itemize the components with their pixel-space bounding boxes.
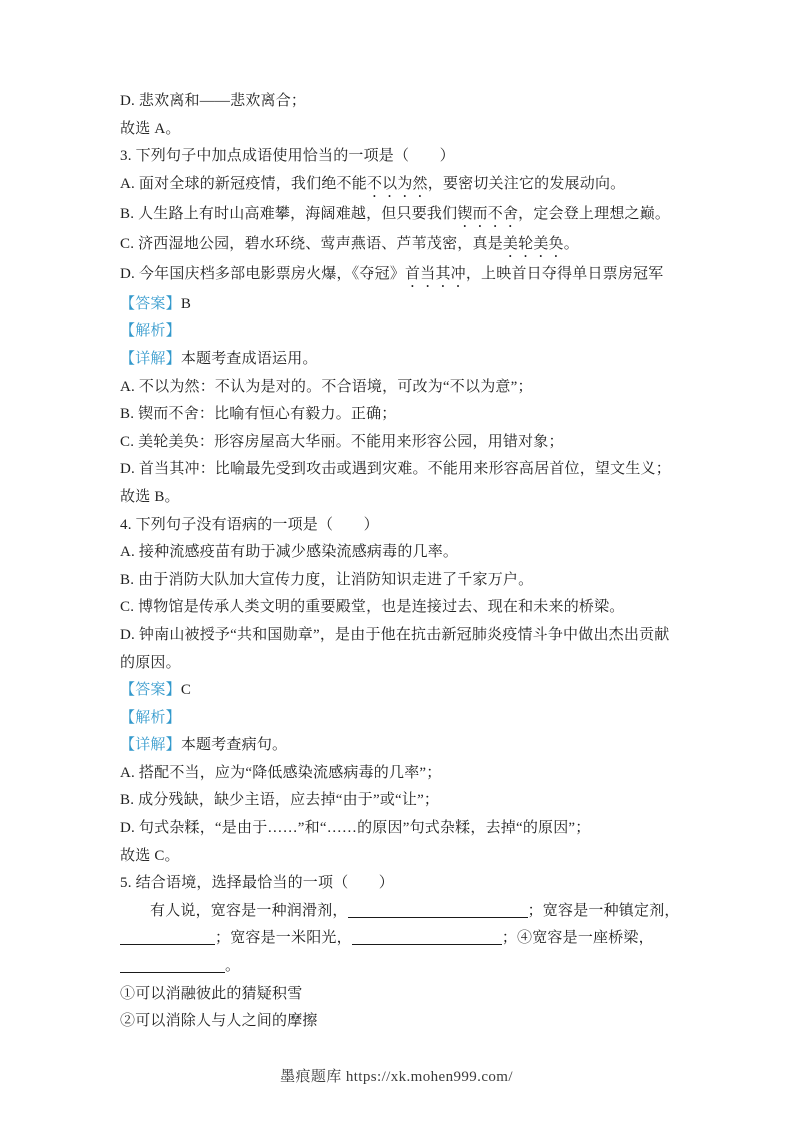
emphasized-idiom: 美轮美奂 — [502, 235, 564, 252]
text-run: A. 面对全球的新冠疫情，我们绝不能 — [120, 175, 367, 192]
document-line — [120, 870, 680, 898]
text-run: ，定会登上理想之巅。 — [518, 205, 671, 222]
document-line — [120, 484, 680, 512]
document-line — [120, 429, 680, 457]
text-run: B — [180, 295, 192, 312]
answer-label: 【答案】 — [120, 682, 181, 699]
text-run: 本题考查成语运用。 — [180, 350, 318, 367]
document-line — [120, 981, 680, 1009]
text-run: B. 锲而不舍：比喻有恒心有毅力。正确； — [120, 406, 397, 423]
document-line — [120, 291, 680, 319]
text-run: D. 今年国庆档多部电影票房火爆，《夺冠》 — [120, 265, 406, 282]
document-line — [120, 512, 680, 540]
text-run: 故选 A。 — [120, 120, 181, 137]
document-line — [120, 318, 680, 346]
document-line — [120, 622, 680, 677]
text-run: B. 成分残缺，缺少主语，应去掉“由于”或“让”； — [120, 792, 440, 809]
document-line — [120, 815, 680, 843]
document-line — [120, 231, 680, 261]
document-line — [120, 677, 680, 705]
fill-in-blank — [120, 961, 225, 973]
footer — [0, 1065, 793, 1086]
text-run: D. 首当其冲：比喻最先受到攻击或遇到灾难。不能用来形容高居首位，望文生义； — [120, 461, 671, 478]
text-run: 本题考查病句。 — [180, 737, 288, 754]
text-run: C — [180, 682, 192, 699]
emphasized-idiom: 锲而不舍 — [457, 205, 519, 222]
document-line — [120, 843, 680, 871]
text-run: C. 博物馆是传承人类文明的重要殿堂，也是连接过去、现在和未来的桥梁。 — [120, 599, 625, 616]
text-run: 故选 C。 — [120, 847, 180, 864]
text-run: D. 句式杂糅，“是由于……”和“……的原因”句式杂糅，去掉“的原因”； — [120, 820, 591, 837]
document-line — [120, 261, 680, 291]
answer-label: 【详解】 — [120, 350, 181, 367]
document-line — [120, 732, 680, 760]
document-line — [120, 594, 680, 622]
text-run: 故选 B。 — [120, 488, 180, 505]
text-run: A. 搭配不当，应为“降低感染流感病毒的几率”； — [120, 764, 442, 781]
answer-label: 【解析】 — [120, 709, 181, 726]
text-run: C. 济西湿地公园，碧水环绕、莺声燕语、芦苇茂密，真是 — [120, 235, 503, 252]
text-run: ，上映首日夺得单日票房冠军 — [465, 265, 664, 282]
text-run: D. 悲欢离和——悲欢离合； — [120, 93, 307, 109]
answer-label: 【详解】 — [120, 737, 181, 754]
text-run: 。 — [563, 235, 579, 252]
document-line — [120, 705, 680, 733]
fill-in-blank — [352, 933, 502, 945]
text-run: 4. 下列句子没有语病的一项是（ ） — [120, 516, 379, 533]
document-line — [120, 88, 680, 116]
text-run: ①可以消融彼此的猜疑积雪 — [120, 985, 303, 1002]
document-line — [120, 567, 680, 595]
document-line — [120, 760, 680, 788]
document-line — [120, 539, 680, 567]
text-run: ，要密切关注它的发展动向。 — [427, 175, 626, 192]
document-line — [120, 787, 680, 815]
fill-in-blank — [120, 933, 215, 945]
text-run: A. 不以为然：不认为是对的。不合语境，可改为“不以为意”； — [120, 378, 533, 395]
text-run: ；宽容是一种镇定剂， — [527, 902, 680, 919]
document-line — [120, 401, 680, 429]
document-line — [120, 374, 680, 402]
text-run: 。 — [225, 958, 241, 975]
document-line — [120, 456, 680, 484]
document-line — [120, 1008, 680, 1036]
footer-text: 墨痕题库 https://xk.mohen999.com/ — [280, 1069, 513, 1085]
document-line — [120, 171, 680, 201]
fill-in-blank — [348, 906, 528, 918]
text-run: ；④宽容是一座桥梁， — [501, 930, 654, 947]
emphasized-idiom: 首当其冲 — [405, 265, 466, 282]
text-run: ；宽容是一米阳光， — [215, 930, 352, 947]
document-line — [120, 898, 680, 981]
text-run: 5. 结合语境，选择最恰当的一项（ ） — [120, 875, 395, 892]
text-run: A. 接种流感疫苗有助于减少感染流感病毒的几率。 — [120, 544, 459, 561]
document-line — [120, 201, 680, 231]
text-run: 3. 下列句子中加点成语使用恰当的一项是（ ） — [120, 148, 455, 165]
document-body — [120, 88, 680, 1036]
document-line — [120, 143, 680, 171]
document-line — [120, 346, 680, 374]
answer-label: 【答案】 — [120, 295, 181, 312]
text-run: B. 由于消防大队加大宣传力度，让消防知识走进了千家万户。 — [120, 571, 534, 588]
text-run: C. 美轮美奂：形容房屋高大华丽。不能用来形容公园，用错对象； — [120, 433, 564, 450]
text-run: B. 人生路上有时山高难攀，海阔难越，但只要我们 — [120, 205, 458, 222]
text-run: D. 钟南山被授予“共和国勋章”，是由于他在抗击新冠肺炎疫情斗争中做出杰出贡献的原因。 — [120, 626, 670, 671]
document-line — [120, 116, 680, 144]
emphasized-idiom: 不以为然 — [366, 175, 428, 192]
answer-label: 【解析】 — [120, 323, 181, 340]
text-run: 有人说，宽容是一种润滑剂， — [150, 902, 348, 919]
text-run: ②可以消除人与人之间的摩擦 — [120, 1013, 318, 1030]
